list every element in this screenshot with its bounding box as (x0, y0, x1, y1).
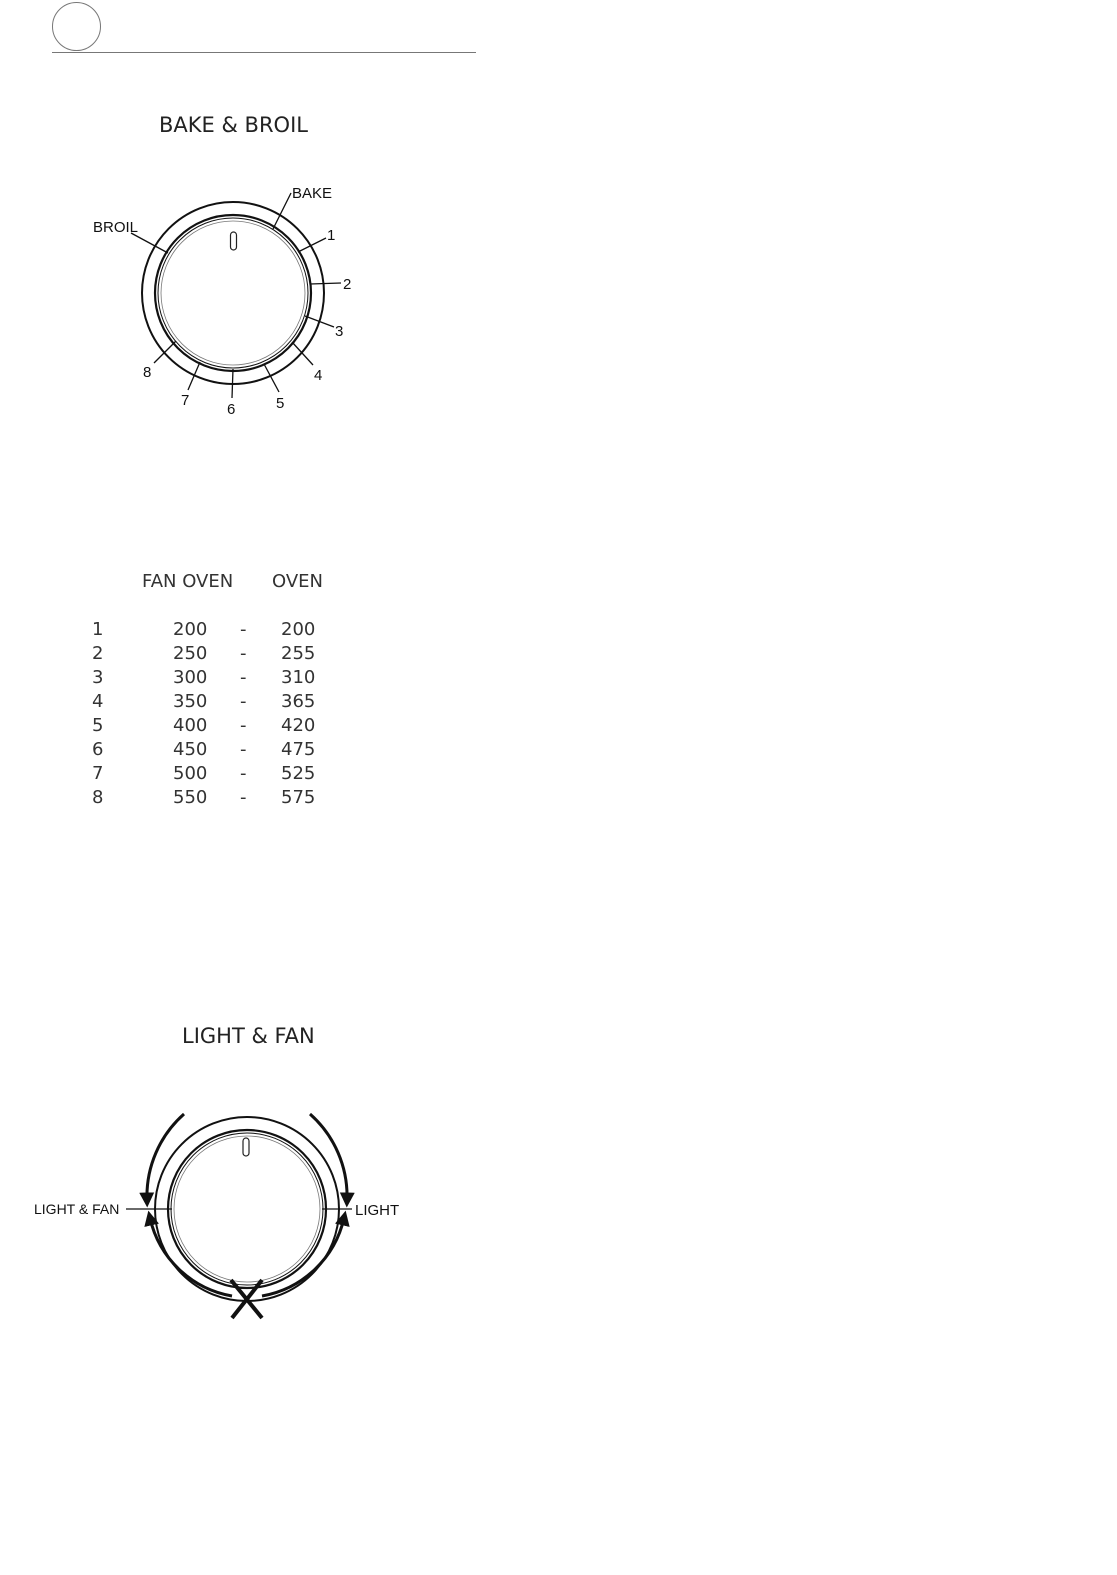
table-row: 1 200 - 200 (92, 619, 316, 640)
position-label-1: 1 (327, 227, 336, 244)
knob-outer-ring (142, 202, 324, 384)
position-label-7: 7 (181, 392, 190, 409)
knob-inner-rim (158, 218, 308, 368)
light-label: LIGHT (355, 1202, 400, 1219)
position-label-3: 3 (335, 323, 344, 340)
oven-header: OVEN (272, 571, 324, 592)
table-row: 6 450 - 475 (92, 739, 316, 760)
position-label-6: 6 (227, 401, 236, 418)
knob-indicator-icon (231, 232, 237, 250)
fan-oven-header: FAN OVEN (142, 571, 234, 592)
knob-face (174, 1136, 320, 1282)
position-label-8: 8 (143, 364, 152, 381)
table-row: 3 300 - 310 (92, 667, 316, 688)
rotate-right-upper-arrow-icon (310, 1114, 347, 1200)
light-fan-title: LIGHT & FAN (182, 1024, 315, 1048)
table-row: 5 400 - 420 (92, 715, 316, 736)
broil-label: BROIL (93, 219, 139, 236)
rotate-left-upper-arrow-icon (147, 1114, 184, 1200)
bake-broil-knob-diagram (0, 0, 480, 440)
knob-face (161, 221, 305, 365)
table-row: 2 250 - 255 (92, 643, 316, 664)
table-row: 8 550 - 575 (92, 787, 316, 808)
table-row: 7 500 - 525 (92, 763, 316, 784)
bake-broil-title: BAKE & BROIL (159, 113, 308, 137)
off-position-x-icon (231, 1280, 262, 1318)
position-label-4: 4 (314, 367, 323, 384)
position-label-2: 2 (343, 276, 352, 293)
knob-indicator-icon (243, 1138, 249, 1156)
table-row: 4 350 - 365 (92, 691, 316, 712)
light-and-fan-label: LIGHT & FAN (34, 1201, 120, 1217)
light-fan-knob-diagram (0, 1080, 480, 1340)
bake-label: BAKE (292, 185, 333, 202)
position-label-5: 5 (276, 395, 285, 412)
knob-rim (155, 215, 311, 371)
knob-rim (168, 1130, 326, 1288)
